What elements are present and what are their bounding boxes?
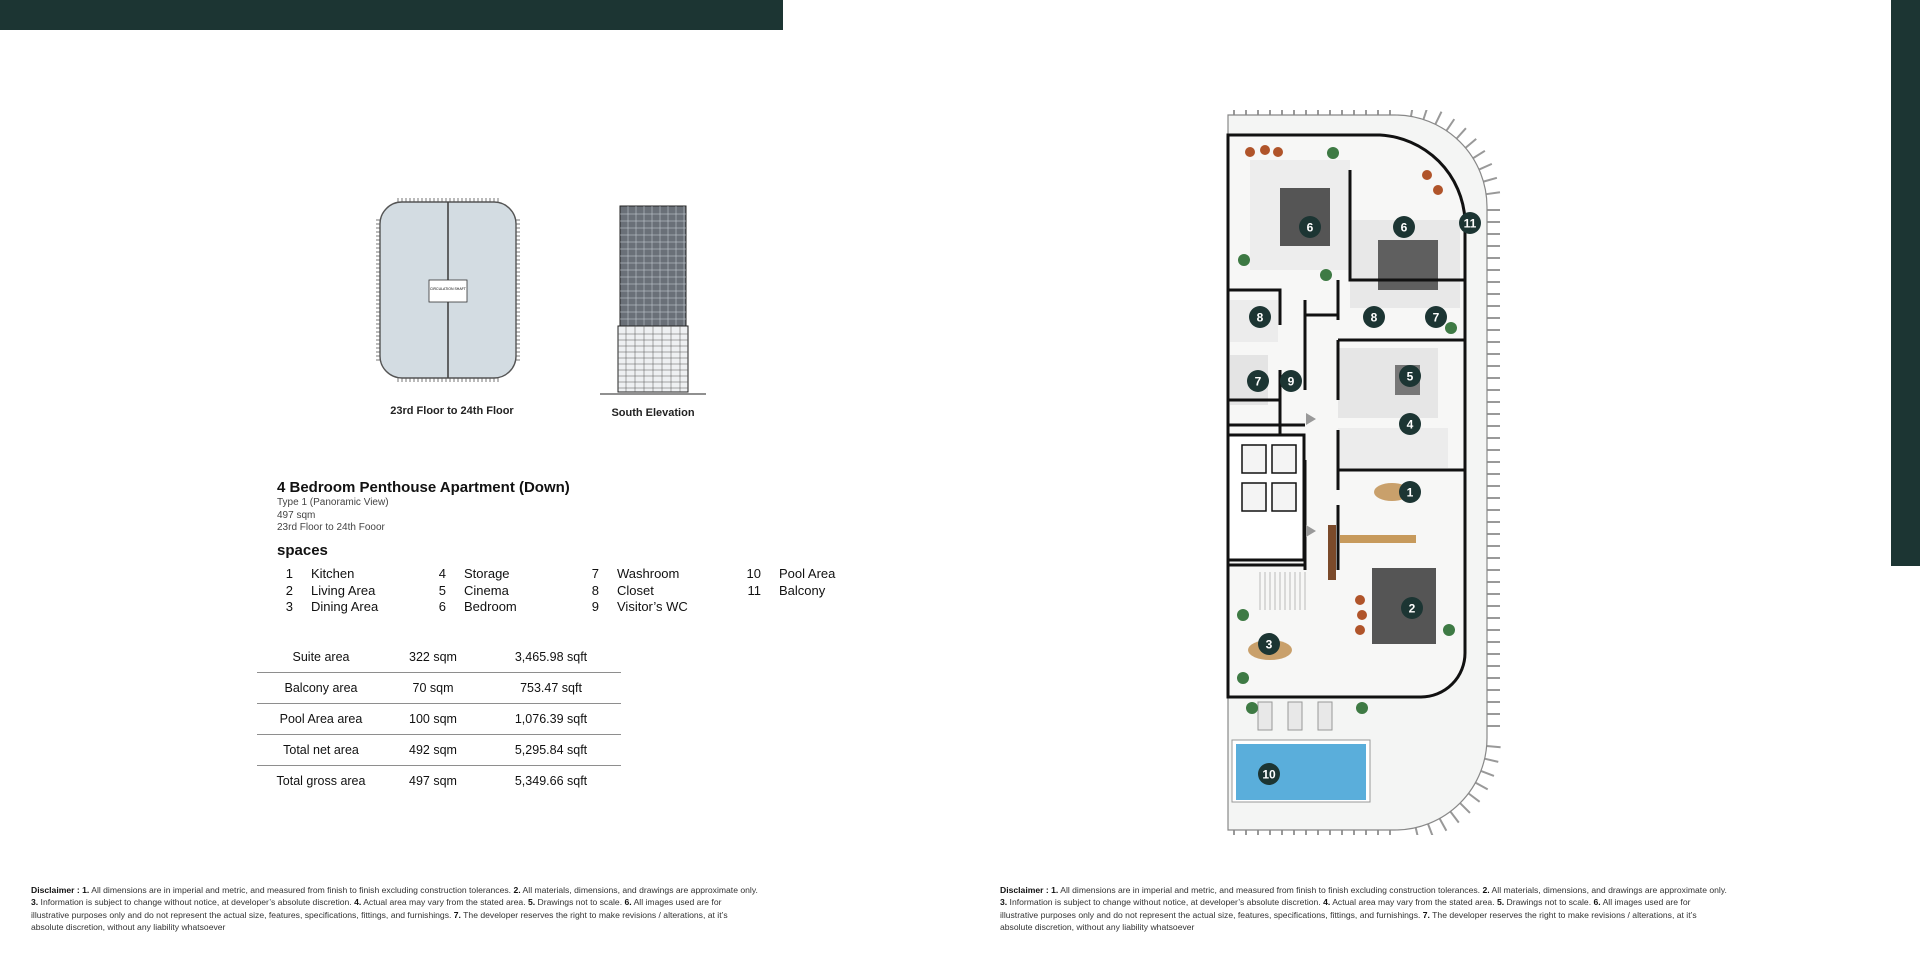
south-elevation-drawing <box>598 200 708 400</box>
unit-title: 4 Bedroom Penthouse Apartment (Down) <box>277 479 570 496</box>
room-marker <box>1399 413 1421 435</box>
room-marker-number: 5 <box>1406 369 1414 384</box>
room-marker-number: 7 <box>1432 310 1440 325</box>
unit-type: Type 1 (Panoramic View) <box>277 497 389 508</box>
room-marker <box>1425 306 1447 328</box>
room-marker-number: 7 <box>1254 374 1262 389</box>
area-row: Balcony area 70 sqm 753.47 sqft <box>257 673 621 704</box>
room-marker <box>1258 763 1280 785</box>
room-marker <box>1393 216 1415 238</box>
space-item: 2 Living Area <box>285 583 376 598</box>
area-row: Total gross area 497 sqm 5,349.66 sqft <box>276 774 588 788</box>
room-marker-number: 6 <box>1400 220 1408 235</box>
area-row: Suite area 322 sqm 3,465.98 sqft <box>257 642 621 673</box>
side-band <box>1891 0 1920 566</box>
room-marker-number: 4 <box>1406 417 1414 432</box>
room-marker <box>1249 306 1271 328</box>
key-plan-center-label: CIRCULATION SHAFT <box>430 287 466 291</box>
disclaimer-right: Disclaimer : 1. All dimensions are in imperial and metric, and measured from finish to finish excluding construction tolerances. 2. All materials, dimensions, and drawings are approximate only. 3. Information is subject to change without notice, at developer’s absolute discretion. 4. Actual area may vary from the stated area. 5. Drawings not to scale. 6. All images used are for illustrative purposes only and do not represent the actual size, features, specifications, fittings, and furnishings. 7. The developer reserves the right to make revisions / alterations, at it’s absolute discretion, without any liability whatsoever <box>1000 885 1727 932</box>
space-item: 7 Washroom <box>591 566 680 581</box>
room-marker-number: 1 <box>1406 485 1414 500</box>
space-item: 1 Kitchen <box>285 566 355 581</box>
room-marker <box>1399 365 1421 387</box>
space-item: 4 Storage <box>438 566 510 581</box>
unit-size: 497 sqm <box>277 510 316 521</box>
room-marker <box>1401 597 1423 619</box>
space-item: 10 Pool Area <box>746 566 836 581</box>
space-item: 9 Visitor’s WC <box>591 599 688 614</box>
room-marker-number: 10 <box>1262 767 1276 782</box>
floor-plan-drawing <box>1220 110 1520 835</box>
room-marker <box>1258 633 1280 655</box>
header-band <box>0 0 783 30</box>
room-marker <box>1299 216 1321 238</box>
area-table <box>257 642 621 796</box>
elevation-caption: South Elevation <box>611 407 695 419</box>
space-item: 3 Dining Area <box>285 599 379 614</box>
space-item: 5 Cinema <box>438 583 509 598</box>
room-marker-number: 3 <box>1265 637 1273 652</box>
room-marker-number: 8 <box>1256 310 1264 325</box>
room-marker <box>1280 370 1302 392</box>
space-item: 11 Balcony <box>747 583 826 598</box>
room-marker-number: 2 <box>1408 601 1416 616</box>
disclaimer-left: Disclaimer : 1. All dimensions are in imperial and metric, and measured from finish to finish excluding construction tolerances. 2. All materials, dimensions, and drawings are approximate only. 3. Information is subject to change without notice, at developer’s absolute discretion. 4. Actual area may vary from the stated area. 5. Drawings not to scale. 6. All images used are for illustrative purposes only and do not represent the actual size, features, specifications, fittings, and furnishings. 7. The developer reserves the right to make revisions / alterations, at it’s absolute discretion, without any liability whatsoever <box>31 885 758 932</box>
room-marker <box>1399 481 1421 503</box>
room-marker-number: 8 <box>1370 310 1378 325</box>
space-item: 6 Bedroom <box>438 599 517 614</box>
space-item: 8 Closet <box>591 583 654 598</box>
area-row: Pool Area area 100 sqm 1,076.39 sqft <box>257 704 621 735</box>
key-plan-caption: 23rd Floor to 24th Floor <box>390 405 514 417</box>
area-row: Total net area 492 sqm 5,295.84 sqft <box>257 735 621 766</box>
room-marker <box>1459 212 1481 234</box>
unit-floors: 23rd Floor to 24th Fooor <box>277 522 385 533</box>
pool <box>1236 744 1366 800</box>
spaces-title: spaces <box>277 542 328 559</box>
room-marker-number: 9 <box>1287 374 1295 389</box>
room-marker <box>1363 306 1385 328</box>
room-marker-number: 11 <box>1463 216 1477 231</box>
room-marker <box>1247 370 1269 392</box>
key-plan-drawing <box>368 190 528 390</box>
room-marker-number: 6 <box>1306 220 1314 235</box>
